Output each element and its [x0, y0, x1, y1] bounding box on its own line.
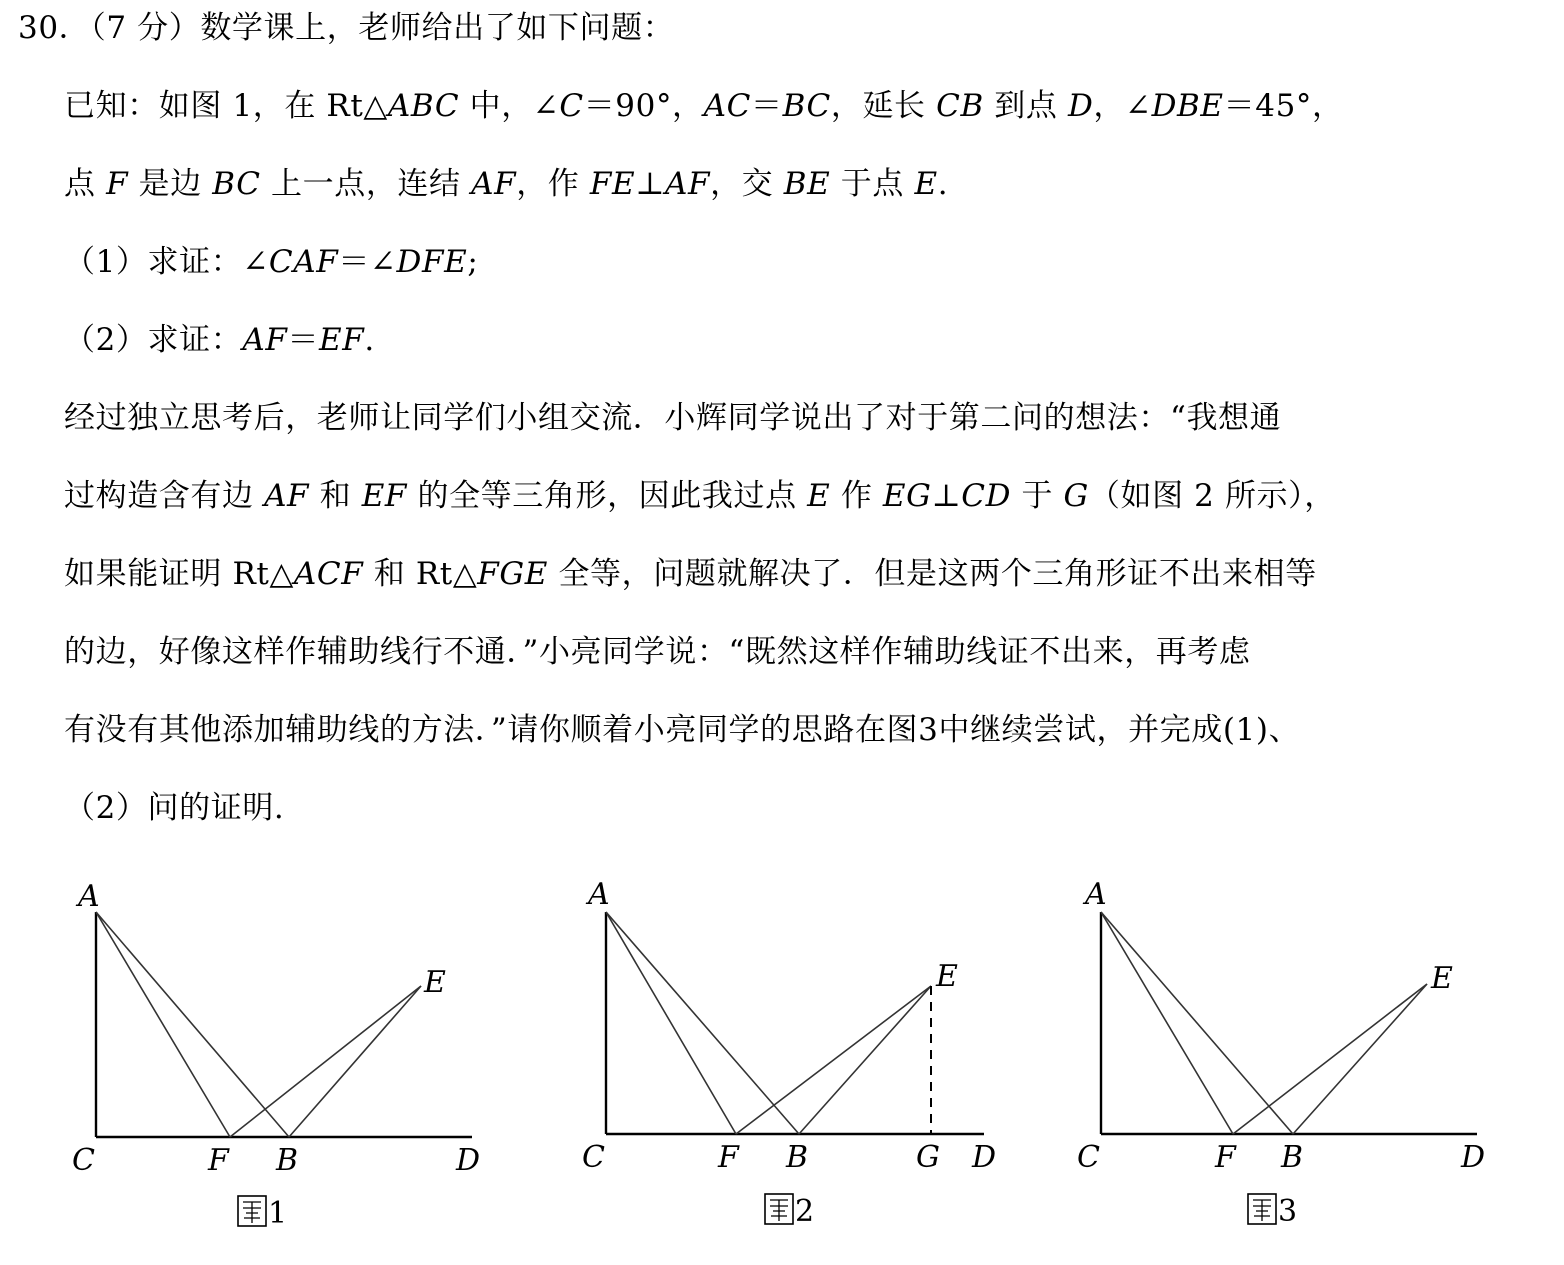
figure-caption-icon — [765, 1194, 793, 1224]
text-run: FGE — [477, 556, 548, 592]
discussion-line-3 — [64, 554, 1317, 594]
text-run: 和 — [309, 478, 362, 514]
text-run: EF — [319, 322, 365, 358]
given-line-1 — [64, 86, 1344, 126]
segment-be — [799, 986, 931, 1134]
text-run: ABC — [387, 88, 460, 124]
point-label-d: D — [972, 1140, 997, 1175]
text-run: 中，∠ — [459, 88, 560, 124]
discussion-line-6 — [64, 788, 284, 828]
segment-fe — [736, 986, 931, 1134]
text-run: （1）求证：∠ — [64, 244, 269, 280]
discussion-line-1 — [64, 398, 1281, 438]
text-run: ; — [467, 244, 479, 280]
text-run: DFE — [396, 244, 468, 280]
text-run: 于 — [1011, 478, 1064, 514]
question-2 — [64, 320, 375, 360]
point-label-c: C — [582, 1140, 605, 1175]
text-run: 有没有其他添加辅助线的方法．”请你顺着小亮同学的思路在图3中继续尝试，并完成(1)、 — [64, 712, 1301, 748]
discussion-line-2 — [64, 476, 1336, 516]
text-run: E — [807, 478, 831, 514]
text-run: E — [914, 166, 938, 202]
text-run: （如图 2 所示）， — [1088, 478, 1336, 514]
segment-fe — [230, 986, 421, 1137]
figure-3 — [1065, 860, 1505, 1240]
discussion-line-4 — [64, 632, 1251, 672]
text-run: FE — [589, 166, 636, 202]
text-run: DBE — [1151, 88, 1224, 124]
text-run: EG — [882, 478, 932, 514]
text-run: 到点 — [983, 88, 1068, 124]
text-run: 点 — [64, 166, 107, 202]
segment-af — [606, 912, 736, 1134]
segment-ab — [1101, 912, 1293, 1134]
text-run: BC — [212, 166, 261, 202]
text-run: ＝ — [750, 88, 783, 124]
question-1 — [64, 242, 478, 282]
text-run: 过构造含有边 — [64, 478, 265, 514]
segment-af — [1101, 912, 1233, 1134]
text-run: 全等，问题就解决了．但是这两个三角形证不出来相等 — [547, 556, 1317, 592]
text-run: ＝∠ — [338, 244, 397, 280]
figure-2 — [570, 860, 1010, 1240]
text-run: ＝90°， — [583, 88, 704, 124]
text-run: （2）求证： — [64, 322, 243, 358]
text-run: EF — [361, 478, 408, 514]
text-run: D — [1067, 88, 1094, 124]
text-run: ACF — [293, 556, 364, 592]
text-run: BE — [783, 166, 831, 202]
point-label-e: E — [424, 965, 446, 1000]
point-label-f: F — [718, 1140, 739, 1175]
text-run: ，交 — [710, 166, 784, 202]
text-run: 于点 — [830, 166, 915, 202]
figure-caption-icon — [1248, 1194, 1276, 1224]
text-run: . — [364, 322, 375, 358]
text-run: ⊥ — [635, 166, 665, 202]
text-run: AF — [664, 166, 711, 202]
text-run: ⊥ — [931, 478, 962, 514]
text-run: ，作 — [516, 166, 590, 202]
figure-1 — [60, 860, 500, 1240]
segment-ab — [96, 912, 289, 1137]
point-label-a: A — [588, 877, 610, 912]
text-run: F — [106, 166, 129, 202]
text-run: C — [559, 88, 584, 124]
point-label-g: G — [916, 1140, 940, 1175]
text-run: 经过独立思考后，老师让同学们小组交流．小辉同学说出了对于第二问的想法：“我想通 — [64, 400, 1282, 436]
text-run: 已知：如图 1，在 Rt△ — [64, 88, 388, 124]
text-run: AF — [471, 166, 517, 202]
segment-ab — [606, 912, 799, 1134]
figure-caption-number: 1 — [268, 1196, 288, 1231]
point-label-a: A — [1085, 877, 1107, 912]
text-run: 和 Rt△ — [363, 556, 478, 592]
text-run: 上一点，连结 — [260, 166, 472, 202]
point-label-f: F — [1215, 1140, 1236, 1175]
text-run: BC — [782, 88, 831, 124]
text-run: CD — [961, 478, 1012, 514]
segment-af — [96, 912, 230, 1137]
point-label-c: C — [1077, 1140, 1100, 1175]
figure-caption-icon — [238, 1196, 266, 1226]
point-label-e: E — [1431, 961, 1453, 996]
text-run: AC — [703, 88, 751, 124]
figure-caption-number: 2 — [795, 1194, 815, 1229]
text-run: CB — [936, 88, 984, 124]
text-run: ＝ — [287, 322, 320, 358]
text-run: 的全等三角形，因此我过点 — [407, 478, 808, 514]
given-line-2 — [64, 164, 948, 204]
text-run: 作 — [830, 478, 883, 514]
text-run: 如果能证明 Rt△ — [64, 556, 294, 592]
segment-fe — [1233, 984, 1427, 1134]
point-label-b: B — [786, 1140, 809, 1175]
point-label-d: D — [1461, 1140, 1486, 1175]
segment-be — [1293, 984, 1427, 1134]
text-run: AF — [242, 322, 288, 358]
figure-caption-number: 3 — [1278, 1194, 1298, 1229]
text-run: ，∠ — [1093, 88, 1152, 124]
text-run: ，延长 — [830, 88, 937, 124]
point-label-a: A — [78, 879, 100, 914]
point-label-e: E — [936, 959, 958, 994]
point-label-b: B — [276, 1143, 299, 1178]
point-label-c: C — [72, 1143, 95, 1178]
point-label-d: D — [456, 1143, 481, 1178]
text-run: 的边，好像这样作辅助线行不通．”小亮同学说：“既然这样作辅助线证不出来，再考虑 — [64, 634, 1251, 670]
segment-be — [289, 986, 421, 1137]
text-run: G — [1063, 478, 1089, 514]
point-label-b: B — [1281, 1140, 1304, 1175]
text-run: AF — [264, 478, 310, 514]
point-label-f: F — [208, 1143, 229, 1178]
text-run: CAF — [268, 244, 339, 280]
text-run: 是边 — [128, 166, 213, 202]
text-run: （2）问的证明. — [64, 790, 285, 826]
text-run: . — [937, 166, 949, 202]
discussion-line-5 — [64, 710, 1300, 750]
problem-header: 30．（7 分）数学课上，老师给出了如下问题： — [18, 10, 675, 46]
text-run: ＝45°， — [1223, 88, 1344, 124]
